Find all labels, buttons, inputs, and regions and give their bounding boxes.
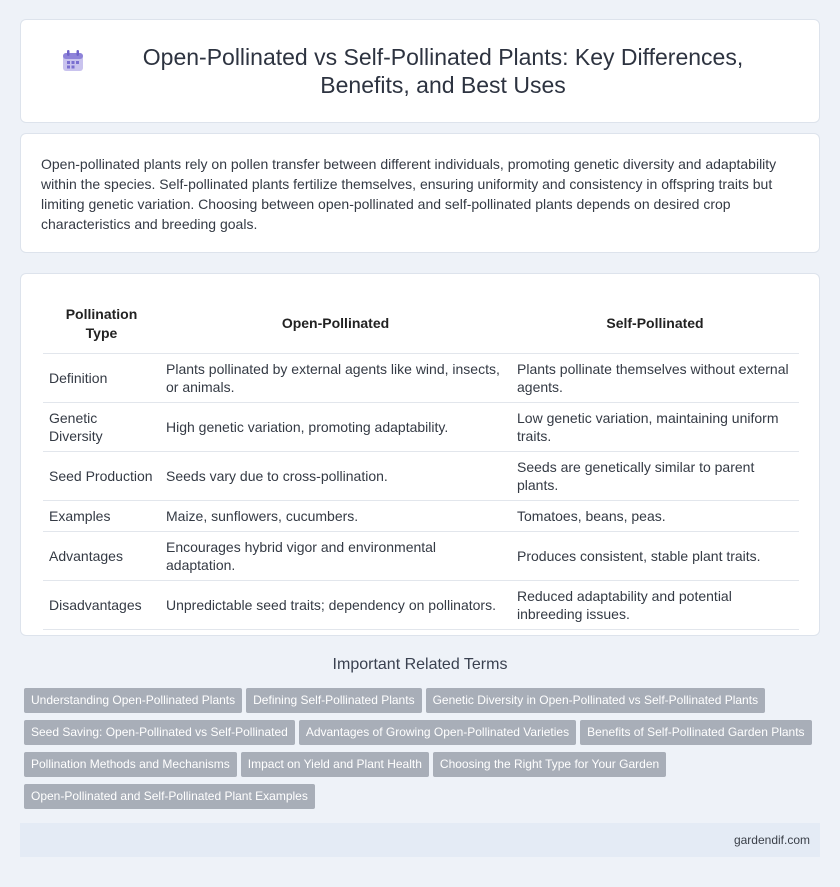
- page-title: Open-Pollinated vs Self-Pollinated Plants: Key Differences, Benefits, and Best Uses: [142, 44, 744, 98]
- table-row: [43, 501, 799, 532]
- self-pollinated-cell: Seeds are genetically similar to parent plants.: [511, 452, 799, 501]
- table-row: [43, 532, 799, 581]
- related-term-tag[interactable]: Pollination Methods and Mechanisms: [24, 752, 237, 777]
- self-pollinated-cell: Tomatoes, beans, peas.: [511, 501, 799, 532]
- intro-paragraph: Open-pollinated plants rely on pollen transfer between different individuals, promoting genetic diversity and adaptability within the species. Self-pollinated plants fertilize themselves, ensuring uniformity and consistency in offspring traits but limiting genetic variation. Choosing between open-pollinated and self-pollinated plants depends on desired crop characteristics and breeding goals.: [41, 156, 777, 232]
- open-pollinated-cell: Seeds vary due to cross-pollination.: [160, 452, 511, 501]
- related-term-tag[interactable]: Defining Self-Pollinated Plants: [246, 688, 421, 713]
- related-term-tag[interactable]: Choosing the Right Type for Your Garden: [433, 752, 666, 777]
- open-pollinated-cell: High genetic variation, promoting adaptability.: [160, 403, 511, 452]
- column-header-pollination-type: Pollination Type: [43, 294, 160, 354]
- table-row: [43, 403, 799, 452]
- footer-site-link[interactable]: gardendif.com: [733, 833, 810, 847]
- related-term-tag[interactable]: Genetic Diversity in Open-Pollinated vs Self-Pollinated Plants: [426, 688, 766, 713]
- table-row: [43, 581, 799, 630]
- self-pollinated-cell: Plants pollinate themselves without external agents.: [511, 354, 799, 403]
- self-pollinated-cell: Produces consistent, stable plant traits.: [511, 532, 799, 581]
- comparison-table: [43, 294, 799, 630]
- table-header-row: [43, 294, 799, 354]
- header-card: [20, 19, 820, 123]
- related-term-tag[interactable]: Seed Saving: Open-Pollinated vs Self-Pollinated: [24, 720, 295, 745]
- table-row: [43, 354, 799, 403]
- column-header-self-pollinated: Self-Pollinated: [511, 294, 799, 354]
- open-pollinated-cell: Encourages hybrid vigor and environmental adaptation.: [160, 532, 511, 581]
- calendar-icon: [60, 48, 86, 74]
- row-label: Genetic Diversity: [43, 403, 160, 452]
- related-term-tag[interactable]: Understanding Open-Pollinated Plants: [24, 688, 242, 713]
- related-term-tag[interactable]: Impact on Yield and Plant Health: [241, 752, 429, 777]
- self-pollinated-cell: Reduced adaptability and potential inbreeding issues.: [511, 581, 799, 630]
- open-pollinated-cell: Maize, sunflowers, cucumbers.: [160, 501, 511, 532]
- column-header-open-pollinated: Open-Pollinated: [160, 294, 511, 354]
- intro-card: [20, 133, 820, 253]
- row-label: Advantages: [43, 532, 160, 581]
- row-label: Seed Production: [43, 452, 160, 501]
- related-term-tag[interactable]: Advantages of Growing Open-Pollinated Varieties: [299, 720, 576, 745]
- comparison-card: [20, 273, 820, 636]
- related-terms-list: [24, 688, 824, 816]
- table-row: [43, 452, 799, 501]
- row-label: Examples: [43, 501, 160, 532]
- self-pollinated-cell: Low genetic variation, maintaining uniform traits.: [511, 403, 799, 452]
- related-terms-heading: Important Related Terms: [332, 656, 508, 673]
- footer-bar: [20, 823, 820, 857]
- row-label: Definition: [43, 354, 160, 403]
- open-pollinated-cell: Plants pollinated by external agents like wind, insects, or animals.: [160, 354, 511, 403]
- related-term-tag[interactable]: Benefits of Self-Pollinated Garden Plants: [580, 720, 811, 745]
- open-pollinated-cell: Unpredictable seed traits; dependency on pollinators.: [160, 581, 511, 630]
- related-term-tag[interactable]: Open-Pollinated and Self-Pollinated Plant Examples: [24, 784, 315, 809]
- row-label: Disadvantages: [43, 581, 160, 630]
